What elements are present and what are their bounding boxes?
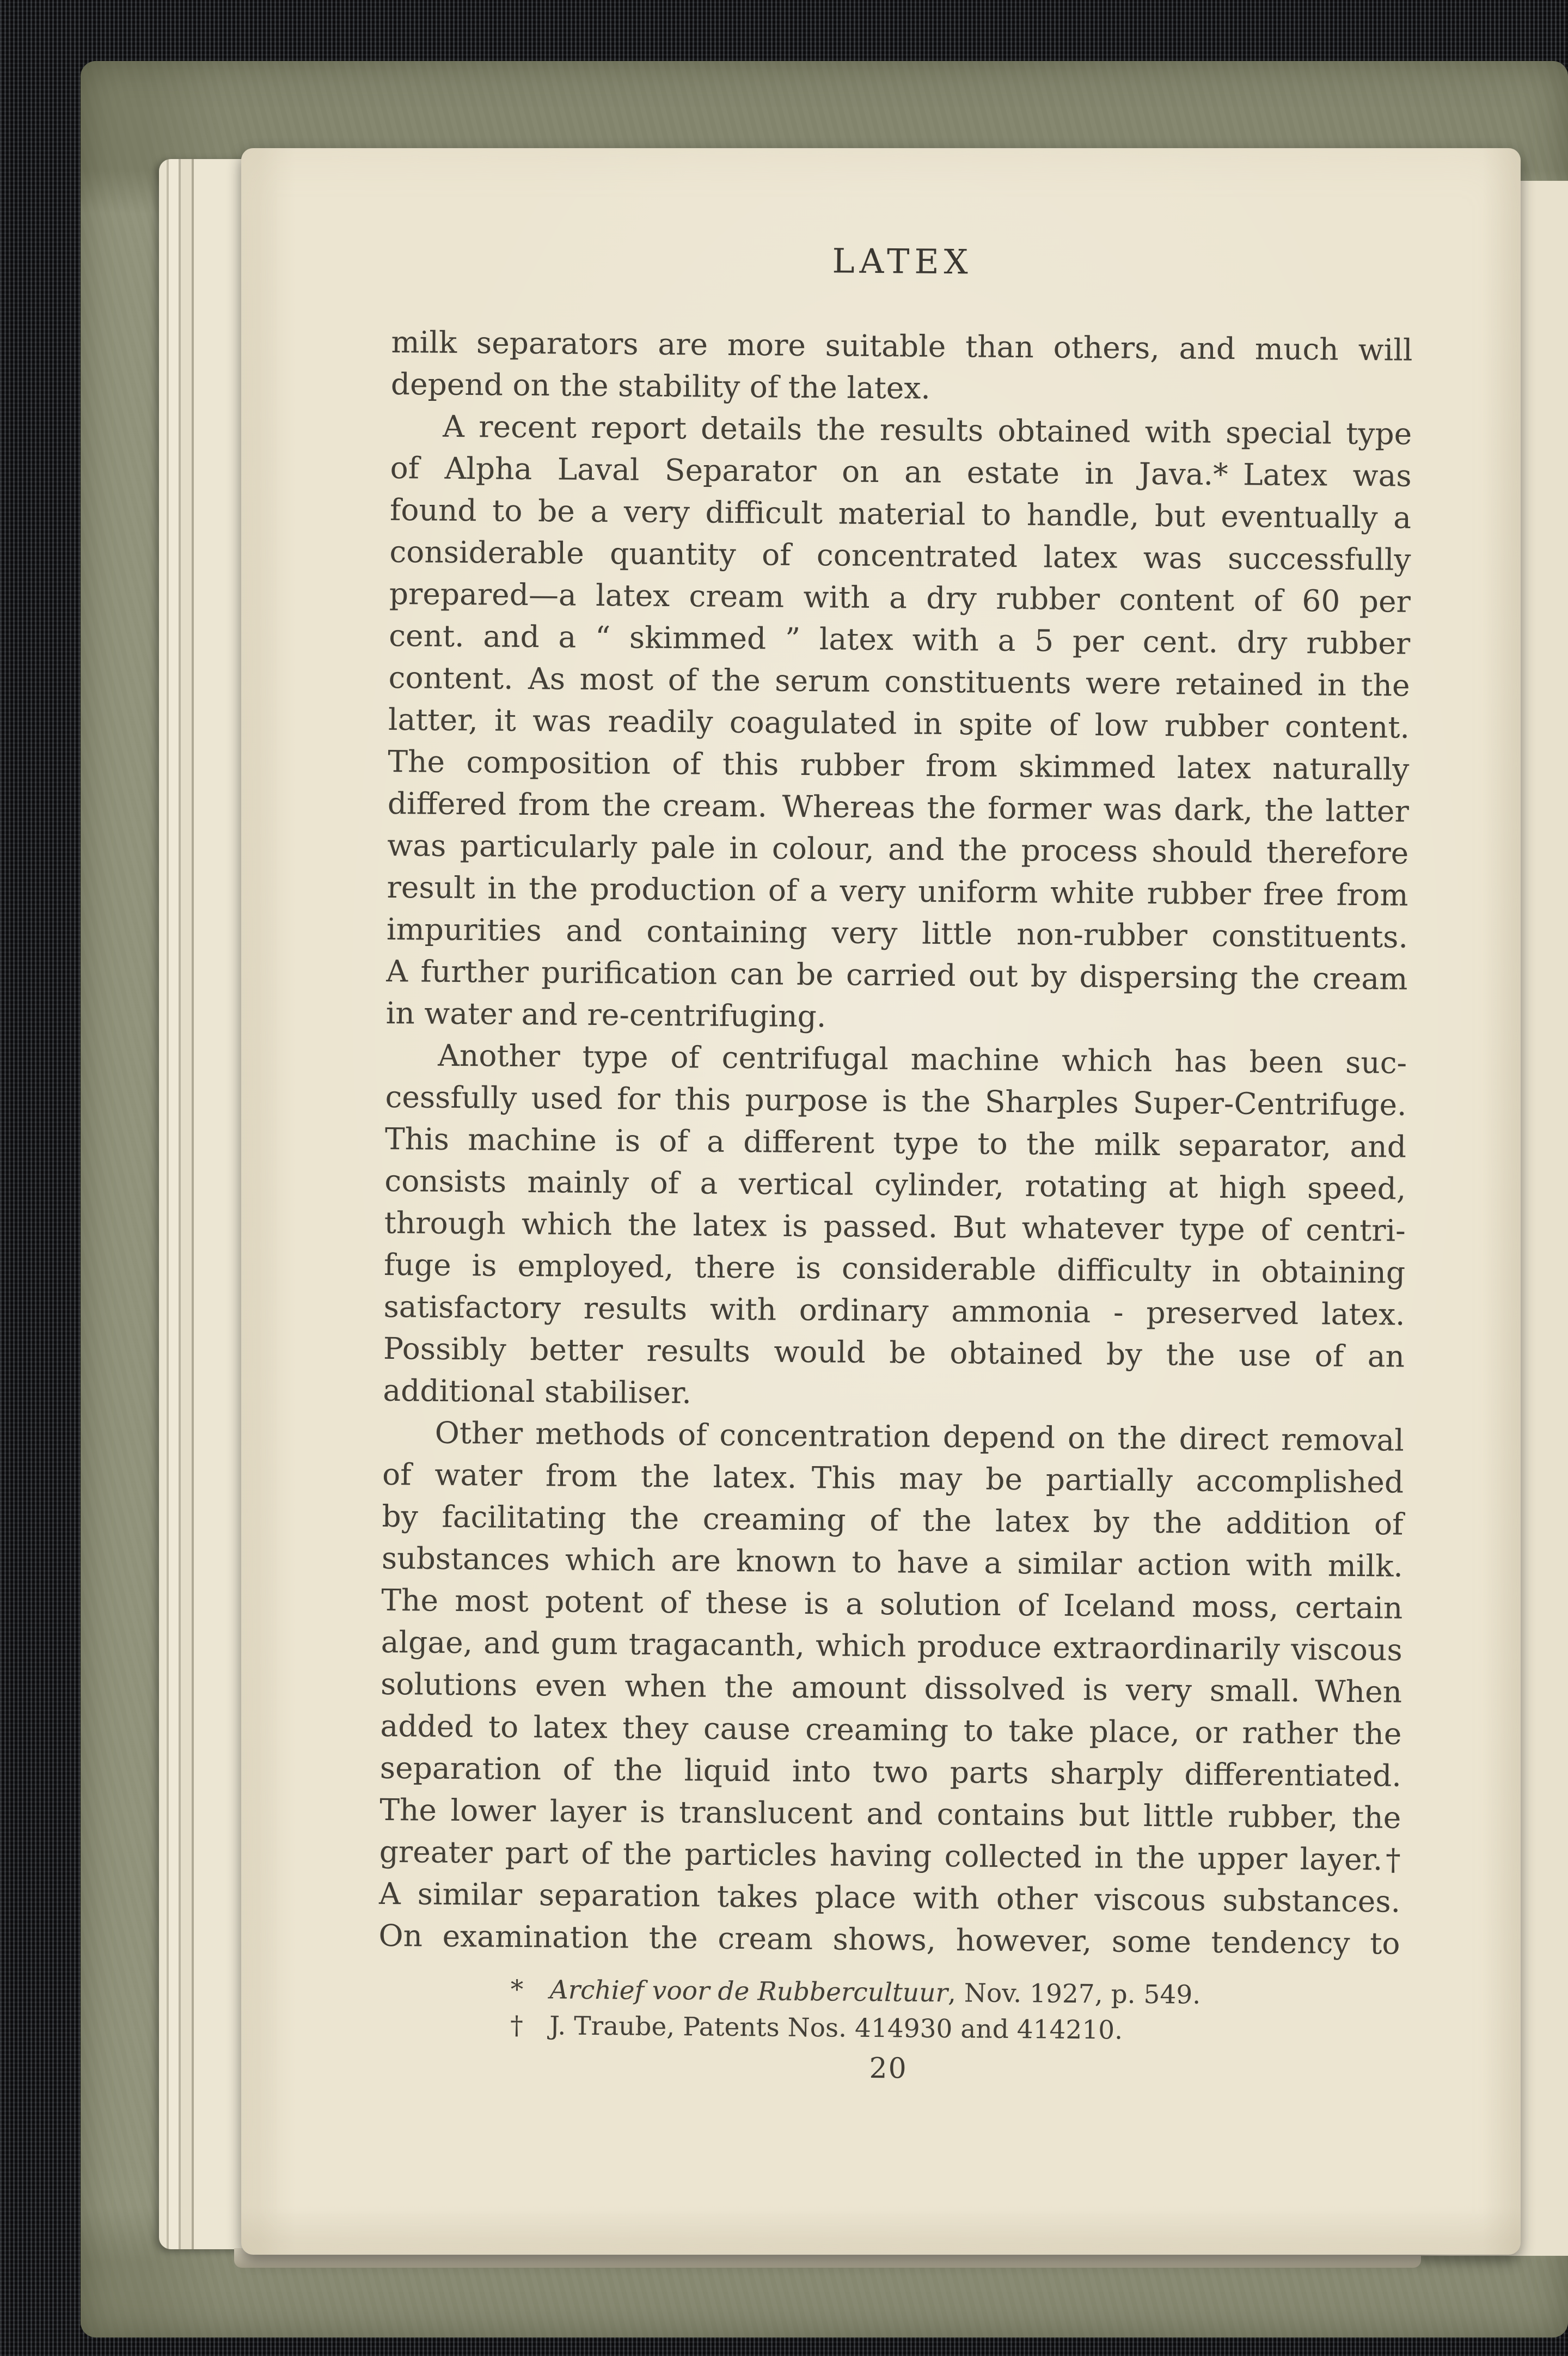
text-line: A similar separation takes place with other viscous substances. <box>378 1876 1401 1919</box>
text-line: separation of the liquid into two parts sharply differentiated. <box>379 1750 1402 1793</box>
text-line: greater part of the particles having collected in the upper layer.† <box>379 1834 1401 1877</box>
text-line: of water from the latex. This may be partially accomplished <box>382 1456 1404 1500</box>
text-line: Another type of centrifugal machine which has been suc- <box>437 1037 1407 1081</box>
text-line: On examination the cream shows, however, some tendency to <box>378 1918 1400 1961</box>
footnote-marker-asterisk: * <box>510 1974 524 2005</box>
text-line: Other methods of concentration depend on the direct removal <box>434 1415 1404 1458</box>
body-text <box>378 321 1413 1965</box>
footnote-citation: J. Traube, Patents Nos. 414930 and 414210. <box>549 2011 1123 2046</box>
text-line: of Alpha Laval Separator on an estate in Java.* Latex was <box>390 450 1412 493</box>
paragraph <box>378 1412 1404 1965</box>
text-line: content. As most of the serum constituents were retained in the <box>388 660 1410 703</box>
text-line: This machine is of a different type to the milk separator, and <box>384 1121 1407 1164</box>
page-stack-edges <box>159 159 255 2249</box>
text-line: through which the latex is passed. But whatever type of centri- <box>384 1205 1406 1248</box>
footnotes <box>378 1971 1400 2051</box>
text-line: by facilitating the creaming of the latex by the addition of <box>382 1498 1404 1542</box>
page-title: LATEX <box>832 241 973 282</box>
paragraph <box>386 405 1412 1042</box>
paragraph <box>391 321 1413 413</box>
text-line: additional stabiliser. <box>383 1372 692 1411</box>
text-line: The lower layer is translucent and contains but little rubber, the <box>379 1792 1401 1835</box>
text-line: A further purification can be carried out by dispersing the cream <box>386 953 1408 997</box>
text-line: The composition of this rubber from skimmed latex naturally <box>388 743 1410 787</box>
text-line: result in the production of a very uniform white rubber free from <box>387 869 1408 913</box>
text-line: depend on the stability of the latex. <box>390 366 931 406</box>
footnote-marker-dagger: † <box>510 2010 523 2041</box>
printed-content <box>377 239 1413 2089</box>
text-line: cent. and a “ skimmed ” latex with a 5 per cent. dry rubber <box>389 618 1411 661</box>
text-line: prepared—a latex cream with a dry rubber content of 60 per <box>389 576 1411 619</box>
text-line: was particularly pale in colour, and the process should therefore <box>387 827 1409 871</box>
page-number: 20 <box>869 2052 908 2085</box>
text-line: solutions even when the amount dissolved is very small. When <box>380 1666 1402 1710</box>
text-line: considerable quantity of concentrated latex was successfully <box>389 534 1411 577</box>
text-line: found to be a very difficult material to handle, but eventually a <box>389 492 1412 535</box>
text-line: differed from the cream. Whereas the former was dark, the latter <box>387 785 1410 829</box>
text-line: in water and re-centrifuging. <box>385 995 826 1034</box>
text-line: added to latex they cause creaming to take place, or rather the <box>380 1708 1402 1751</box>
text-line: latter, it was readily coagulated in spite of low rubber content. <box>388 701 1410 745</box>
text-line: satisfactory results with ordinary ammonia - preserved latex. <box>383 1289 1405 1332</box>
footnote-journal-title: Archief voor de Rubbercultuur <box>549 1975 948 2009</box>
text-line: The most potent of these is a solution of Iceland moss, certain <box>381 1582 1403 1626</box>
footnote-citation: , Nov. 1927, p. 549. <box>947 1978 1201 2010</box>
footnote <box>510 2008 1399 2051</box>
text-line: impurities and containing very little non-rubber constituents. <box>386 911 1408 955</box>
text-line: consists mainly of a vertical cylinder, rotating at high speed, <box>384 1163 1406 1206</box>
text-line: milk separators are more suitable than others, and much will <box>391 324 1413 368</box>
text-line: algae, and gum tragacanth, which produce extraordinarily viscous <box>381 1624 1402 1668</box>
text-line: Possibly better results would be obtained by the use of an <box>383 1330 1405 1374</box>
text-line: cessfully used for this purpose is the Sharples Super-Centrifuge. <box>385 1079 1407 1122</box>
text-line: fuge is employed, there is considerable difficulty in obtaining <box>383 1247 1406 1290</box>
text-line: A recent report details the results obtained with special type <box>443 408 1412 451</box>
paragraph <box>383 1034 1407 1420</box>
text-line: substances which are known to have a similar action with milk. <box>381 1540 1404 1584</box>
